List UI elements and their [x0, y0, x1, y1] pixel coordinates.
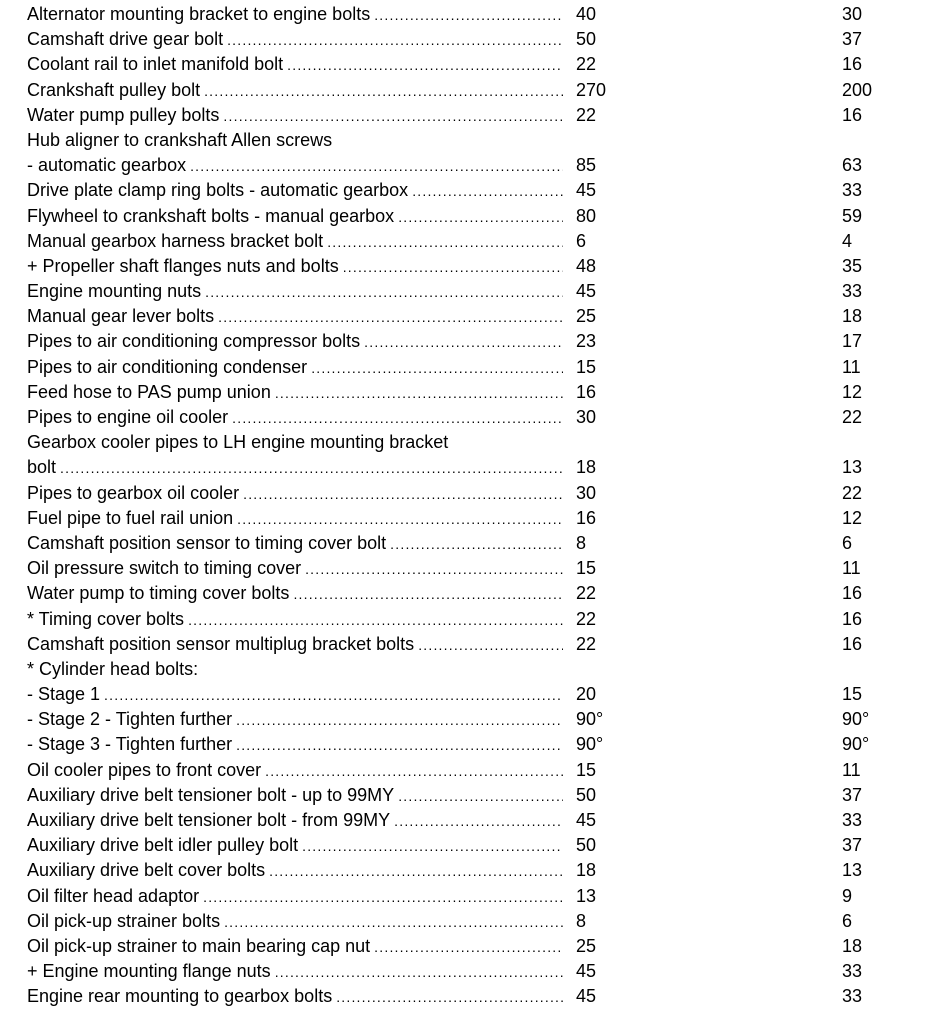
- row-label-cell: [27, 204, 563, 229]
- row-label-cell: [27, 103, 563, 128]
- table-row: [0, 279, 928, 304]
- row-label-cell: [27, 455, 563, 480]
- dot-leader: [203, 885, 563, 909]
- torque-nm-value: 22: [576, 608, 597, 629]
- table-row: [0, 380, 928, 405]
- row-label: Hub aligner to crankshaft Allen screws: [27, 128, 336, 153]
- table-row: [0, 531, 928, 556]
- row-label-cell: [27, 632, 563, 657]
- row-label-cell: [27, 858, 563, 883]
- torque-nm-value: 50: [576, 29, 597, 50]
- row-label-cell: [27, 178, 563, 203]
- torque-lbf-value: 59: [842, 205, 863, 226]
- table-row: [0, 229, 928, 254]
- row-label-cell: [27, 2, 563, 27]
- torque-lbf-value: 90°: [842, 709, 870, 730]
- row-label: * Cylinder head bolts:: [27, 657, 202, 682]
- table-row: [0, 758, 928, 783]
- row-label: Camshaft position sensor to timing cover bolt: [27, 531, 390, 556]
- row-label: Water pump to timing cover bolts: [27, 581, 293, 606]
- table-row: [0, 909, 928, 934]
- torque-lbf-value: 33: [842, 986, 863, 1007]
- row-label-cell: [27, 78, 563, 103]
- table-row: [0, 430, 928, 455]
- dot-leader: [327, 230, 563, 254]
- torque-nm-value: 15: [576, 759, 597, 780]
- table-row: [0, 178, 928, 203]
- torque-lbf-value: 35: [842, 255, 863, 276]
- row-label: Drive plate clamp ring bolts - automatic gearbox: [27, 178, 412, 203]
- torque-nm-value: 48: [576, 255, 597, 276]
- row-label-cell: [27, 657, 563, 682]
- torque-nm-value: 80: [576, 205, 597, 226]
- row-label: - Stage 2 - Tighten further: [27, 707, 236, 732]
- row-label-cell: [27, 254, 563, 279]
- table-row: [0, 607, 928, 632]
- dot-leader: [236, 733, 563, 757]
- table-row: [0, 556, 928, 581]
- dot-leader: [287, 53, 563, 77]
- row-label-cell: [27, 128, 563, 153]
- row-label: Pipes to engine oil cooler: [27, 405, 232, 430]
- row-label: Oil cooler pipes to front cover: [27, 758, 265, 783]
- dot-leader: [190, 154, 563, 178]
- table-row: [0, 657, 928, 682]
- row-label-cell: [27, 355, 563, 380]
- row-label-cell: [27, 556, 563, 581]
- dot-leader: [275, 960, 563, 984]
- torque-lbf-value: 33: [842, 180, 863, 201]
- table-row: [0, 27, 928, 52]
- row-label: Flywheel to crankshaft bolts - manual gearbox: [27, 204, 398, 229]
- torque-lbf-value: 16: [842, 104, 863, 125]
- torque-lbf-value: 6: [842, 532, 853, 553]
- torque-lbf-value: 6: [842, 910, 853, 931]
- row-label-cell: [27, 581, 563, 606]
- row-label-cell: [27, 959, 563, 984]
- dot-leader: [237, 507, 563, 531]
- dot-leader: [394, 809, 563, 833]
- row-label-cell: [27, 984, 563, 1009]
- torque-nm-value: 25: [576, 306, 597, 327]
- dot-leader: [418, 633, 563, 657]
- table-row: [0, 128, 928, 153]
- torque-nm-value: 16: [576, 381, 597, 402]
- table-row: [0, 103, 928, 128]
- row-label: Oil pressure switch to timing cover: [27, 556, 305, 581]
- torque-lbf-value: 16: [842, 583, 863, 604]
- row-label: Engine mounting nuts: [27, 279, 205, 304]
- torque-nm-value: 270: [576, 79, 607, 100]
- torque-lbf-value: 12: [842, 507, 863, 528]
- dot-leader: [302, 834, 563, 858]
- torque-nm-value: 90°: [576, 709, 604, 730]
- dot-leader: [374, 935, 563, 959]
- table-row: [0, 254, 928, 279]
- row-label-cell: [27, 607, 563, 632]
- row-label: Feed hose to PAS pump union: [27, 380, 275, 405]
- torque-nm-value: 45: [576, 961, 597, 982]
- dot-leader: [227, 28, 563, 52]
- row-label: Alternator mounting bracket to engine bolts: [27, 2, 374, 27]
- dot-leader: [236, 708, 563, 732]
- torque-lbf-value: 15: [842, 684, 863, 705]
- row-label: - Stage 1: [27, 682, 104, 707]
- row-label: Pipes to air conditioning condenser: [27, 355, 311, 380]
- table-row: [0, 934, 928, 959]
- torque-nm-value: 85: [576, 155, 597, 176]
- row-label-cell: [27, 808, 563, 833]
- row-label: - automatic gearbox: [27, 153, 190, 178]
- torque-nm-value: 50: [576, 835, 597, 856]
- torque-lbf-value: 16: [842, 633, 863, 654]
- row-label: Auxiliary drive belt tensioner bolt - from 99MY: [27, 808, 394, 833]
- table-row: [0, 506, 928, 531]
- torque-nm-value: 15: [576, 558, 597, 579]
- row-label: Coolant rail to inlet manifold bolt: [27, 52, 287, 77]
- dot-leader: [364, 330, 563, 354]
- table-row: [0, 405, 928, 430]
- torque-lbf-value: 16: [842, 608, 863, 629]
- torque-nm-value: 13: [576, 885, 597, 906]
- torque-lbf-value: 37: [842, 784, 863, 805]
- dot-leader: [343, 255, 563, 279]
- table-row: [0, 984, 928, 1009]
- table-row: [0, 858, 928, 883]
- dot-leader: [205, 280, 563, 304]
- row-label-cell: [27, 833, 563, 858]
- row-label: Fuel pipe to fuel rail union: [27, 506, 237, 531]
- table-row: [0, 833, 928, 858]
- row-label: Gearbox cooler pipes to LH engine mounting bracket: [27, 430, 452, 455]
- dot-leader: [224, 910, 563, 934]
- torque-nm-value: 18: [576, 457, 597, 478]
- row-label-cell: [27, 52, 563, 77]
- torque-lbf-value: 12: [842, 381, 863, 402]
- torque-nm-value: 22: [576, 633, 597, 654]
- dot-leader: [243, 482, 563, 506]
- row-label: * Timing cover bolts: [27, 607, 188, 632]
- torque-lbf-value: 63: [842, 155, 863, 176]
- table-row: [0, 581, 928, 606]
- table-row: [0, 959, 928, 984]
- torque-nm-value: 90°: [576, 734, 604, 755]
- row-label: Auxiliary drive belt cover bolts: [27, 858, 269, 883]
- torque-nm-value: 22: [576, 583, 597, 604]
- torque-lbf-value: 37: [842, 29, 863, 50]
- dot-leader: [311, 356, 563, 380]
- table-row: [0, 808, 928, 833]
- row-label-cell: [27, 909, 563, 934]
- torque-nm-value: 20: [576, 684, 597, 705]
- dot-leader: [104, 683, 563, 707]
- torque-lbf-value: 33: [842, 961, 863, 982]
- torque-lbf-value: 18: [842, 306, 863, 327]
- row-label: Auxiliary drive belt tensioner bolt - up to 99MY: [27, 783, 398, 808]
- torque-nm-value: 25: [576, 935, 597, 956]
- table-row: [0, 78, 928, 103]
- row-label: Camshaft drive gear bolt: [27, 27, 227, 52]
- torque-lbf-value: 22: [842, 407, 863, 427]
- table-row: [0, 204, 928, 229]
- row-label: Water pump pulley bolts: [27, 103, 223, 128]
- table-row: [0, 682, 928, 707]
- table-row: [0, 632, 928, 657]
- table-row: [0, 783, 928, 808]
- row-label: Pipes to air conditioning compressor bolts: [27, 329, 364, 354]
- table-row: [0, 481, 928, 506]
- dot-leader: [188, 608, 563, 632]
- torque-lbf-value: 13: [842, 457, 863, 478]
- dot-leader: [398, 205, 563, 229]
- torque-lbf-value: 16: [842, 54, 863, 75]
- row-label-cell: [27, 405, 563, 430]
- row-label: Pipes to gearbox oil cooler: [27, 481, 243, 506]
- row-label: Camshaft position sensor multiplug bracket bolts: [27, 632, 418, 657]
- table-row: [0, 455, 928, 480]
- dot-leader: [305, 557, 563, 581]
- row-label-cell: [27, 707, 563, 732]
- torque-lbf-value: 9: [842, 885, 853, 906]
- torque-lbf-value: 33: [842, 281, 863, 302]
- dot-leader: [223, 104, 563, 128]
- dot-leader: [412, 179, 563, 203]
- torque-lbf-value: 90°: [842, 734, 870, 755]
- dot-leader: [336, 985, 563, 1009]
- row-label-cell: [27, 783, 563, 808]
- row-label-cell: [27, 430, 563, 455]
- torque-nm-value: 30: [576, 482, 597, 503]
- torque-nm-value: 8: [576, 532, 587, 553]
- torque-nm-value: 8: [576, 910, 587, 931]
- row-label: Engine rear mounting to gearbox bolts: [27, 984, 336, 1009]
- torque-lbf-value: 200: [842, 79, 873, 100]
- row-label-cell: [27, 27, 563, 52]
- dot-leader: [60, 456, 563, 480]
- row-label: Auxiliary drive belt idler pulley bolt: [27, 833, 302, 858]
- torque-lbf-value: 33: [842, 810, 863, 830]
- row-label-cell: [27, 304, 563, 329]
- torque-lbf-value: 30: [842, 4, 863, 24]
- torque-nm-value: 45: [576, 810, 597, 830]
- row-label-cell: [27, 481, 563, 506]
- row-label: - Stage 3 - Tighten further: [27, 732, 236, 757]
- table-row: [0, 355, 928, 380]
- dot-leader: [232, 406, 563, 430]
- torque-lbf-value: 17: [842, 331, 863, 352]
- torque-nm-value: 22: [576, 54, 597, 75]
- row-label: Oil pick-up strainer bolts: [27, 909, 224, 934]
- table-row: [0, 2, 928, 27]
- torque-lbf-value: 11: [842, 356, 861, 377]
- row-label-cell: [27, 531, 563, 556]
- row-label-cell: [27, 329, 563, 354]
- row-label-cell: [27, 153, 563, 178]
- dot-leader: [374, 3, 563, 27]
- dot-leader: [204, 79, 563, 103]
- torque-nm-value: 45: [576, 180, 597, 201]
- torque-lbf-value: 18: [842, 935, 863, 956]
- torque-nm-value: 16: [576, 507, 597, 528]
- torque-nm-value: 30: [576, 407, 597, 427]
- row-label: Crankshaft pulley bolt: [27, 78, 204, 103]
- torque-lbf-value: 13: [842, 860, 863, 881]
- row-label: Manual gear lever bolts: [27, 304, 218, 329]
- row-label: Oil pick-up strainer to main bearing cap nut: [27, 934, 374, 959]
- row-label: bolt: [27, 455, 60, 480]
- torque-nm-value: 22: [576, 104, 597, 125]
- torque-nm-value: 6: [576, 230, 587, 251]
- torque-nm-value: 40: [576, 4, 597, 24]
- torque-nm-value: 50: [576, 784, 597, 805]
- row-label-cell: [27, 506, 563, 531]
- torque-nm-value: 18: [576, 860, 597, 881]
- torque-lbf-value: 11: [842, 759, 861, 780]
- table-row: [0, 732, 928, 757]
- torque-lbf-value: 11: [842, 558, 861, 579]
- row-label-cell: [27, 758, 563, 783]
- row-label: + Propeller shaft flanges nuts and bolts: [27, 254, 343, 279]
- row-label: + Engine mounting flange nuts: [27, 959, 275, 984]
- row-label-cell: [27, 732, 563, 757]
- torque-lbf-value: 22: [842, 482, 863, 503]
- dot-leader: [265, 759, 563, 783]
- row-label-cell: [27, 279, 563, 304]
- table-row: [0, 304, 928, 329]
- row-label-cell: [27, 884, 563, 909]
- table-row: [0, 329, 928, 354]
- torque-nm-value: 45: [576, 281, 597, 302]
- row-label: Manual gearbox harness bracket bolt: [27, 229, 327, 254]
- table-row: [0, 884, 928, 909]
- torque-lbf-value: 37: [842, 835, 863, 856]
- table-row: [0, 707, 928, 732]
- torque-nm-value: 23: [576, 331, 597, 352]
- dot-leader: [398, 784, 563, 808]
- torque-nm-value: 15: [576, 356, 597, 377]
- dot-leader: [275, 381, 563, 405]
- row-label-cell: [27, 380, 563, 405]
- dot-leader: [269, 859, 563, 883]
- row-label-cell: [27, 934, 563, 959]
- row-label-cell: [27, 682, 563, 707]
- dot-leader: [293, 582, 563, 606]
- table-row: [0, 153, 928, 178]
- torque-lbf-value: 4: [842, 230, 853, 251]
- row-label: Oil filter head adaptor: [27, 884, 203, 909]
- dot-leader: [218, 305, 563, 329]
- dot-leader: [390, 532, 563, 556]
- torque-specification-table: [0, 2, 928, 1010]
- table-row: [0, 52, 928, 77]
- row-label-cell: [27, 229, 563, 254]
- torque-nm-value: 45: [576, 986, 597, 1007]
